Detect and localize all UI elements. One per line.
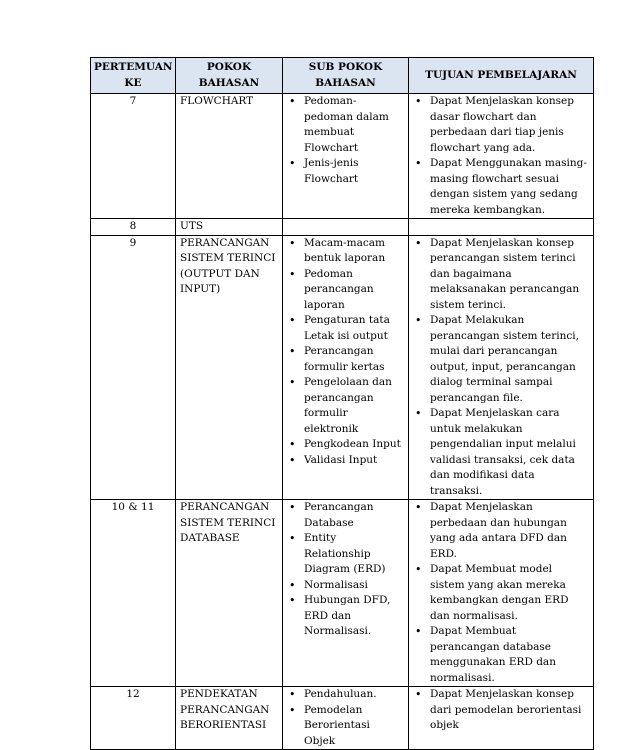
objective-item: • Dapat Menjelaskan konsep dari pemodelan berorientasi objek [413,687,589,734]
objective-list [413,236,589,500]
objective-cell [409,500,594,687]
subtopic-list [287,500,404,640]
subtopic-item: • Pedoman perancangan laporan [287,267,404,314]
subtopic-item: • Perancangan formulir kertas [287,344,404,375]
objective-item: • Dapat Melakukan perancangan sistem terinci, mulai dari perancangan output, input, perancangan dialog terminal sampai perancangan file. [413,313,589,406]
topic-cell: PERANCANGAN SISTEM TERINCI DATABASE [176,500,283,687]
header-pertemuan: PERTEMUAN KE [91,58,176,94]
objective-item: • Dapat Menjelaskan cara untuk melakukan pengendalian input melalui validasi transaksi, cek data dan modifikasi data transaksi. [413,406,589,499]
subtopic-item: • Validasi Input [287,453,404,469]
objective-item: • Dapat Membuat model sistem yang akan mereka kembangkan dengan ERD dan normalisasi. [413,562,589,624]
subtopic-item: • Jenis-jenis Flowchart [287,156,404,187]
objective-list [413,500,589,686]
meeting-number: 7 [91,94,176,219]
subtopic-item: • Normalisasi [287,578,404,594]
topic-cell: PERANCANGAN SISTEM TERINCI (OUTPUT DAN INPUT) [176,235,283,500]
meeting-number: 12 [91,687,176,750]
objective-item: • Dapat Menjelaskan perbedaan dan hubungan yang ada antara DFD dan ERD. [413,500,589,562]
subtopic-item: • Pengaturan tata Letak isi output [287,313,404,344]
table-row [91,219,594,236]
subtopic-list [287,236,404,469]
subtopic-item: • Hubungan DFD, ERD dan Normalisasi. [287,593,404,640]
topic-cell: PENDEKATAN PERANCANGAN BERORIENTASI [176,687,283,750]
subtopic-cell [283,500,409,687]
topic-cell: UTS [176,219,283,236]
objective-item: • Dapat Menggunakan masing-masing flowchart sesuai dengan sistem yang sedang mereka kembangkan. [413,156,589,218]
objective-cell [409,235,594,500]
subtopic-item: • Pemodelan Berorientasi Objek [287,703,404,750]
subtopic-list [287,94,404,187]
header-tujuan-pembelajaran: TUJUAN PEMBELAJARAN [409,58,594,94]
subtopic-item: • Macam-macam bentuk laporan [287,236,404,267]
subtopic-item: • Pengelolaan dan perancangan formulir elektronik [287,375,404,437]
subtopic-list [287,687,404,749]
meeting-number: 10 & 11 [91,500,176,687]
subtopic-cell [283,687,409,750]
topic-cell: FLOWCHART [176,94,283,219]
subtopic-item: • Entity Relationship Diagram (ERD) [287,531,404,578]
objective-list [413,687,589,734]
table-header-row [91,58,594,94]
objective-item: • Dapat Menjelaskan konsep dasar flowchart dan perbedaan dari tiap jenis flowchart yang ada. [413,94,589,156]
subtopic-cell [283,94,409,219]
table-row [91,235,594,500]
subtopic-cell [283,219,409,236]
objective-item: • Dapat Membuat perancangan database menggunakan ERD dan normalisasi. [413,624,589,686]
objective-cell [409,687,594,750]
syllabus-table [90,57,594,750]
objective-list [413,94,589,218]
header-pokok-bahasan: POKOK BAHASAN [176,58,283,94]
table-row [91,687,594,750]
subtopic-cell [283,235,409,500]
table-row [91,500,594,687]
header-sub-pokok-bahasan: SUB POKOK BAHASAN [283,58,409,94]
objective-cell [409,94,594,219]
objective-cell [409,219,594,236]
objective-item: • Dapat Menjelaskan konsep perancangan sistem terinci dan bagaimana melaksanakan perancangan sistem terinci. [413,236,589,314]
meeting-number: 8 [91,219,176,236]
subtopic-item: • Pengkodean Input [287,437,404,453]
subtopic-item: • Perancangan Database [287,500,404,531]
subtopic-item: • Pedoman-pedoman dalam membuat Flowchart [287,94,404,156]
table-row [91,94,594,219]
subtopic-item: • Pendahuluan. [287,687,404,703]
table-body [91,94,594,750]
meeting-number: 9 [91,235,176,500]
